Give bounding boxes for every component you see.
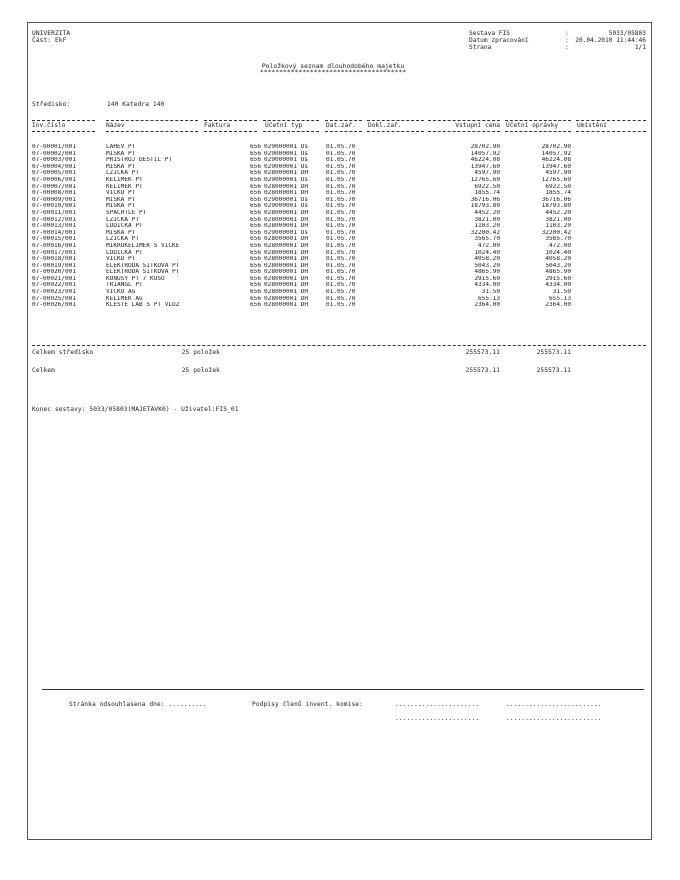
cell-invoice: 656: [249, 203, 261, 210]
cell-invoice: 656: [249, 289, 261, 296]
cell-name: LAHEV PT: [106, 144, 136, 150]
cell-date: 01.05.70: [326, 295, 356, 302]
cell-price: 31.50: [481, 289, 500, 296]
cell-price: 6922.50: [474, 183, 500, 190]
cell-depreciation: 655.13: [548, 295, 571, 302]
cell-name: MISKA PT: [106, 229, 136, 236]
cell-invoice: 656: [249, 282, 261, 289]
cell-type: 028000001 DH: [264, 262, 309, 269]
col-header-doc: Dokl.zař.: [368, 122, 402, 129]
cell-price: 1024.40: [474, 249, 500, 256]
cell-date: 01.05.70: [326, 216, 356, 223]
cell-depreciation: 36716.06: [541, 196, 571, 203]
agreed-date: Stránka odsouhlasena dne: ..........: [69, 701, 207, 708]
center-label: Středisko:: [32, 101, 71, 108]
cell-depreciation: 32200.42: [541, 229, 571, 236]
col-header-depr: Účetní oprávky: [506, 122, 559, 129]
cell-price: 28702.90: [470, 144, 500, 150]
cell-type: 028000001 DH: [264, 223, 309, 230]
cell-name: VICKO PT: [106, 190, 136, 197]
cell-name: MISKA PT: [106, 150, 136, 157]
cell-depreciation: 12765.60: [541, 176, 571, 183]
signature-line-3: ......................: [395, 715, 480, 722]
total-center-label: Celkem středisko: [32, 349, 94, 356]
signature-line-2: .........................: [506, 701, 602, 708]
col-header-location: Umístění: [577, 122, 607, 129]
col-header-price: Vstupní cena: [455, 122, 500, 129]
col-dash: [204, 131, 257, 132]
cell-date: 01.05.70: [326, 203, 356, 210]
processed-value: 20.04.2010 11:44:46: [575, 37, 646, 44]
total-center-count: 25 položek: [181, 349, 220, 356]
cell-invoice: 656: [249, 144, 261, 150]
cell-invoice: 656: [249, 196, 261, 203]
cell-name: VICKO AG: [106, 289, 136, 296]
cell-depreciation: 4865.90: [545, 269, 571, 276]
cell-inv: 07-00001/001: [32, 144, 77, 150]
report-colon: :: [565, 30, 569, 37]
cell-type: 029000001 Os: [264, 163, 309, 170]
cell-depreciation: 1024.40: [545, 249, 571, 256]
report-value: 5033/05803: [608, 30, 646, 37]
column-depreciation: [505, 144, 571, 309]
center-value: 140 Katedra 140: [107, 101, 165, 108]
cell-price: 32200.42: [470, 229, 500, 236]
cell-depreciation: 14057.92: [541, 150, 571, 157]
cell-date: 01.05.70: [326, 249, 356, 256]
cell-name: LODICKA PT: [106, 249, 143, 256]
cell-inv: 07-00006/001: [32, 176, 77, 183]
cell-depreciation: 4058.20: [545, 256, 571, 263]
cell-depreciation: 31.50: [552, 289, 571, 296]
cell-inv: 07-00005/001: [32, 170, 77, 177]
cell-price: 4597.90: [474, 170, 500, 177]
cell-invoice: 656: [249, 229, 261, 236]
cell-type: 028000001 DH: [264, 256, 309, 263]
cell-inv: 07-00022/001: [32, 282, 77, 289]
cell-inv: 07-00007/001: [32, 183, 77, 190]
cell-name: KLESTE LAB S PT VLOZ: [106, 302, 180, 309]
cell-price: 5043.20: [474, 262, 500, 269]
cell-type: 028000001 DH: [264, 190, 309, 197]
cell-name: MISKA PT: [106, 203, 136, 210]
cell-price: 3565.70: [474, 236, 500, 243]
title-underline: **************************************: [259, 68, 407, 76]
cell-depreciation: 1855.74: [545, 190, 571, 197]
col-header-inv: Inv.číslo: [32, 122, 66, 129]
cell-date: 01.05.70: [326, 144, 356, 150]
page-label: Strana: [469, 44, 492, 51]
cell-depreciation: 1103.20: [545, 223, 571, 230]
cell-inv: 07-00013/001: [32, 223, 77, 230]
report-label: Sestava FIS: [469, 30, 510, 37]
cell-invoice: 656: [249, 275, 261, 282]
cell-date: 01.05.70: [326, 157, 356, 164]
cell-type: 028000001 DH: [264, 282, 309, 289]
cell-inv: 07-00008/001: [32, 190, 77, 197]
column-inv-numbers: [32, 144, 104, 309]
cell-inv: 07-00021/001: [32, 275, 77, 282]
cell-type: 029000001 Os: [264, 229, 309, 236]
total-price: 255573.11: [465, 367, 500, 374]
cell-invoice: 656: [249, 163, 261, 170]
cell-inv: 07-00020/001: [32, 269, 77, 276]
col-dash: [106, 120, 198, 121]
cell-inv: 07-00010/001: [32, 203, 77, 210]
cell-inv: 07-00019/001: [32, 262, 77, 269]
total-depr: 255573.11: [536, 367, 571, 374]
cell-type: 028000001 DH: [264, 269, 309, 276]
report-title: Položkový seznam dlouhodobého majetku: [261, 62, 405, 70]
cell-inv: 07-00003/001: [32, 157, 77, 164]
cell-price: 1103.20: [474, 223, 500, 230]
cell-inv: 07-00004/001: [32, 163, 77, 170]
cell-price: 12765.60: [470, 176, 500, 183]
cell-type: 028000001 DH: [264, 216, 309, 223]
cell-invoice: 656: [249, 295, 261, 302]
cell-price: 13947.60: [470, 163, 500, 170]
col-header-name: Název: [106, 122, 125, 129]
cell-type: 028000001 DH: [264, 170, 309, 177]
cell-type: 029000001 Os: [264, 150, 309, 157]
col-dash: [106, 131, 198, 132]
cell-date: 01.05.70: [326, 256, 356, 263]
page-colon: :: [565, 44, 569, 51]
signature-line-1: ......................: [395, 701, 480, 708]
col-dash: [367, 131, 424, 132]
cell-depreciation: 28702.90: [541, 144, 571, 150]
cell-invoice: 656: [249, 269, 261, 276]
cell-type: 029000001 Os: [264, 176, 309, 183]
column-types: [264, 144, 324, 309]
cell-invoice: 656: [249, 176, 261, 183]
cell-invoice: 656: [249, 256, 261, 263]
cell-price: 4334.00: [474, 282, 500, 289]
cell-type: 028000001 DH: [264, 183, 309, 190]
cell-date: 01.05.70: [326, 236, 356, 243]
cell-name: SPACHTLE PT: [106, 209, 147, 216]
cell-price: 3821.00: [474, 216, 500, 223]
cell-depreciation: 5043.20: [545, 262, 571, 269]
col-dash: [325, 120, 362, 121]
cell-inv: 07-00023/001: [32, 289, 77, 296]
cell-type: 028000001 DH: [264, 249, 309, 256]
cell-name: LODICKA PT: [106, 223, 143, 230]
cell-invoice: 656: [249, 262, 261, 269]
cell-date: 01.05.70: [326, 262, 356, 269]
cell-price: 4865.90: [474, 269, 500, 276]
cell-date: 01.05.70: [326, 190, 356, 197]
col-dash: [263, 120, 319, 121]
cell-invoice: 656: [249, 302, 261, 309]
column-prices: [428, 144, 500, 309]
col-dash: [576, 131, 646, 132]
cell-inv: 07-00012/001: [32, 216, 77, 223]
cell-date: 01.05.70: [326, 150, 356, 157]
cell-price: 655.13: [477, 295, 500, 302]
commission-signatures-label: Podpisy členů invent. komise:: [252, 701, 363, 708]
column-invoices: [228, 144, 261, 309]
cell-name: LZICKA PT: [106, 216, 140, 223]
cell-name: MISKA PT: [106, 196, 136, 203]
cell-date: 01.05.70: [326, 275, 356, 282]
cell-depreciation: 4452.20: [545, 209, 571, 216]
cell-price: 4452.20: [474, 209, 500, 216]
col-dash: [428, 120, 500, 121]
cell-depreciation: 2915.60: [545, 275, 571, 282]
cell-price: 1855.74: [474, 190, 500, 197]
cell-name: KELIMEK PT: [106, 183, 143, 190]
cell-inv: 07-00002/001: [32, 150, 77, 157]
cell-invoice: 656: [249, 183, 261, 190]
cell-inv: 07-00009/001: [32, 196, 77, 203]
cell-date: 01.05.70: [326, 183, 356, 190]
cell-type: 028000001 DH: [264, 302, 309, 309]
column-names: [106, 144, 224, 309]
cell-name: ELEKTRODA SITKOVA PT: [106, 269, 180, 276]
col-dash: [367, 120, 424, 121]
cell-name: TRIANGL PT: [106, 282, 143, 289]
cell-inv: 07-00011/001: [32, 209, 77, 216]
cell-invoice: 656: [249, 216, 261, 223]
processed-colon: :: [565, 37, 569, 44]
col-dash: [32, 120, 95, 121]
col-dash: [32, 131, 95, 132]
col-dash: [325, 131, 362, 132]
totals-separator: [32, 345, 646, 346]
cell-type: 029000001 Os: [264, 157, 309, 164]
cell-depreciation: 472.00: [548, 242, 571, 249]
cell-invoice: 656: [249, 170, 261, 177]
cell-name: ELEKTRODA SITKOVA PT: [106, 262, 180, 269]
cell-date: 01.05.70: [326, 163, 356, 170]
cell-price: 2915.60: [474, 275, 500, 282]
cell-depreciation: 13947.60: [541, 163, 571, 170]
cell-name: LZICKA PT: [106, 236, 140, 243]
cell-name: KELIMEK PT: [106, 176, 143, 183]
col-header-type: Účetní typ: [265, 122, 303, 129]
cell-name: VICKO PT: [106, 256, 136, 263]
page-value: 1/1: [634, 44, 646, 51]
cell-price: 36716.06: [470, 196, 500, 203]
cell-price: 14057.92: [470, 150, 500, 157]
cell-invoice: 656: [249, 236, 261, 243]
cell-invoice: 656: [249, 209, 261, 216]
cell-date: 01.05.70: [326, 223, 356, 230]
col-header-date: Dat.zař.: [326, 122, 356, 129]
cell-type: 028000001 DH: [264, 289, 309, 296]
cell-inv: 07-00014/001: [32, 229, 77, 236]
cell-invoice: 656: [249, 190, 261, 197]
cell-type: 028000001 DH: [264, 275, 309, 282]
cell-inv: 07-00018/001: [32, 256, 77, 263]
cell-depreciation: 46224.08: [541, 157, 571, 164]
cell-date: 01.05.70: [326, 170, 356, 177]
cell-invoice: 656: [249, 242, 261, 249]
cell-inv: 07-00025/001: [32, 295, 77, 302]
cell-inv: 07-00015/001: [32, 236, 77, 243]
cell-inv: 07-00016/001: [32, 242, 77, 249]
cell-name: LZICKA PT: [106, 170, 140, 177]
cell-name: KELIMEK AG: [106, 295, 143, 302]
cell-type: 029000001 Os: [264, 144, 309, 150]
total-count: 25 položek: [181, 367, 220, 374]
cell-inv: 07-00017/001: [32, 249, 77, 256]
cell-depreciation: 3821.00: [545, 216, 571, 223]
cell-name: MISKA PT: [106, 163, 136, 170]
cell-depreciation: 2364.00: [545, 302, 571, 309]
org-name: UNIVERZITA: [32, 30, 71, 37]
col-dash: [428, 131, 500, 132]
footer-rule: [42, 689, 644, 690]
col-dash: [505, 120, 571, 121]
col-dash: [263, 131, 319, 132]
total-center-depr: 255573.11: [536, 349, 571, 356]
cell-name: MIKROKELIMEK S VICKE: [106, 242, 180, 249]
report-end-line: Konec sestavy: 5033/05803(MAJETAVK0) - Uživatel:FIS_01: [32, 406, 239, 413]
cell-invoice: 656: [249, 223, 261, 230]
col-dash: [505, 131, 571, 132]
cell-date: 01.05.70: [326, 196, 356, 203]
cell-date: 01.05.70: [326, 302, 356, 309]
cell-inv: 07-00026/001: [32, 302, 77, 309]
cell-date: 01.05.70: [326, 289, 356, 296]
cell-type: 028000001 DH: [264, 295, 309, 302]
cell-type: 028000001 DH: [264, 236, 309, 243]
total-label: Celkem: [32, 367, 55, 374]
cell-depreciation: 18793.80: [541, 203, 571, 210]
part-label: Část: EkF: [32, 37, 67, 44]
cell-depreciation: 4334.00: [545, 282, 571, 289]
total-center-price: 255573.11: [465, 349, 500, 356]
col-header-invoice: Faktura: [204, 122, 231, 129]
cell-date: 01.05.70: [326, 269, 356, 276]
signature-line-4: .........................: [506, 715, 602, 722]
cell-name: PRISTROJ DESTIL PT: [106, 157, 173, 164]
cell-depreciation: 4597.90: [545, 170, 571, 177]
cell-date: 01.05.70: [326, 209, 356, 216]
cell-price: 2364.00: [474, 302, 500, 309]
report-page: [27, 22, 652, 840]
col-dash: [204, 120, 257, 121]
cell-invoice: 656: [249, 150, 261, 157]
cell-date: 01.05.70: [326, 242, 356, 249]
cell-price: 472.00: [477, 242, 500, 249]
cell-price: 18793.80: [470, 203, 500, 210]
processed-label: Datum zpracování: [469, 37, 529, 44]
cell-date: 01.05.70: [326, 229, 356, 236]
cell-invoice: 656: [249, 157, 261, 164]
cell-price: 46224.08: [470, 157, 500, 164]
cell-type: 028000001 DH: [264, 242, 309, 249]
cell-depreciation: 3565.70: [545, 236, 571, 243]
col-dash: [576, 120, 646, 121]
cell-date: 01.05.70: [326, 176, 356, 183]
cell-price: 4058.20: [474, 256, 500, 263]
cell-invoice: 656: [249, 249, 261, 256]
cell-type: 028000001 DH: [264, 209, 309, 216]
cell-depreciation: 6922.50: [545, 183, 571, 190]
cell-type: 029000001 Os: [264, 203, 309, 210]
cell-type: 029000001 Os: [264, 196, 309, 203]
cell-name: KONUSY PT 7 KUSU: [106, 275, 165, 282]
column-dates: [326, 144, 366, 309]
cell-date: 01.05.70: [326, 282, 356, 289]
